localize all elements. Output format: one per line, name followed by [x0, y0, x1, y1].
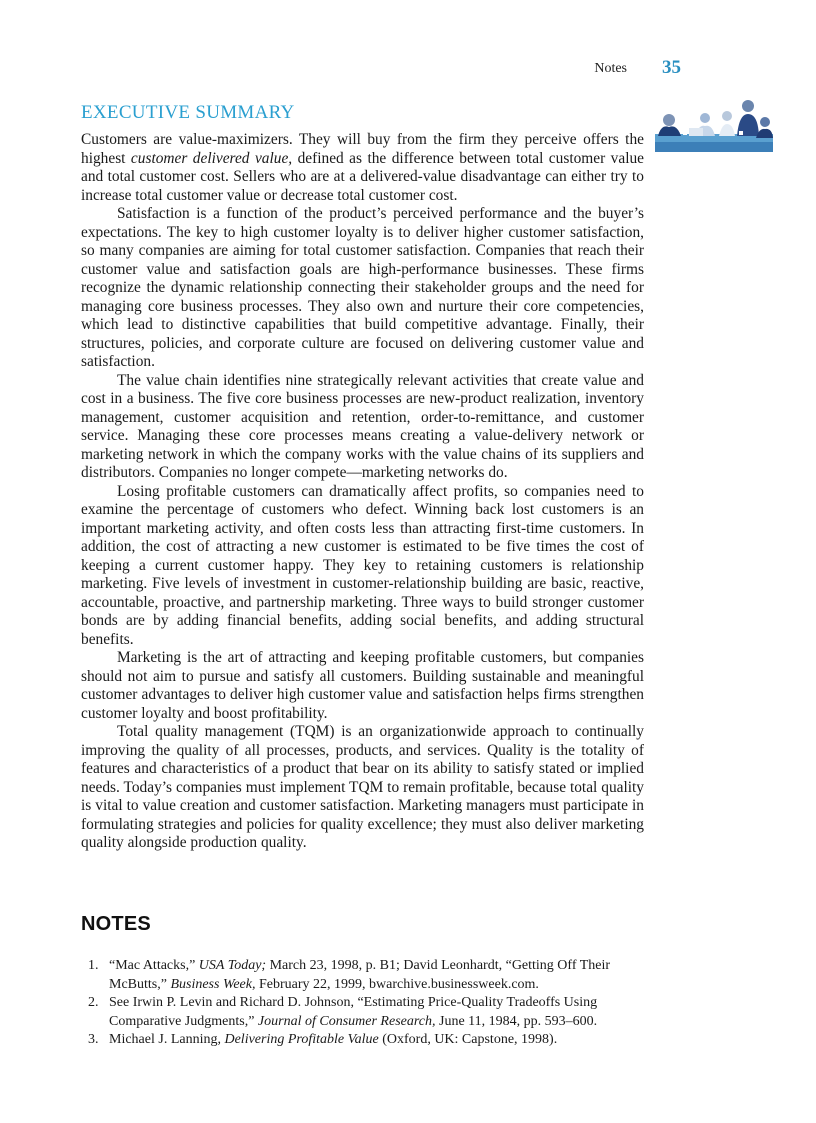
executive-summary-body	[81, 131, 644, 853]
summary-paragraph-3: The value chain identifies nine strategically relevant activities that create value and cost in a business. The five core business processes are new-product realization, inventory management, customer acquisition and retention, order-to-remittance, and customer service. Managing these core processes means creating a value-delivery network or marketing network in which the company works with the value chains of its suppliers and distributors. Companies no longer compete—marketing networks do.	[81, 371, 644, 481]
note-2-text-b: June 11, 1984, pp. 593–600.	[435, 1013, 598, 1029]
summary-paragraph-5: Marketing is the art of attracting and keeping profitable customers, but companies should not aim to pursue and satisfy all customers. Building sustainable and meaningful customer advantages to deliver high customer value and satisfaction helps firms strengthen customer loyalty and boost profitability.	[81, 649, 644, 722]
running-head-section: Notes	[594, 61, 627, 76]
summary-paragraph-6: Total quality management (TQM) is an organizationwide approach to continually improving the quality of all processes, products, and services. Quality is the totality of features and characteristics of a product that bear on its ability to satisfy stated or implied needs. Today’s companies must implement TQM to remain profitable, because total quality is vital to value creation and customer satisfaction. Marketing managers must participate in formulating strategies and policies for quality excellence; they must also deliver marketing quality alongside production quality.	[81, 723, 644, 851]
summary-paragraph-4: Losing profitable customers can dramatically affect profits, so companies need to examine the percentage of customers who defect. Winning back lost customers is an important marketing activity, and often costs less than attracting first-time customers. In addition, the cost of attracting a new customer is estimated to be five times the cost of keeping a current customer happy. They key to retaining customers is relationship marketing. Five levels of investment in customer-relationship building are basic, reactive, accountable, proactive, and partnership marketing. Three ways to build stronger customer bonds are by adding financial benefits, adding social benefits, and adding structural benefits.	[81, 482, 644, 648]
business-meeting-illustration	[655, 100, 773, 152]
note-2-text-a: See Irwin P. Levin and Richard D. Johnson, “Estimating Price-Quality Tradeoffs Using Comparative Judgments,”	[109, 995, 598, 1029]
summary-paragraph-1	[81, 131, 644, 205]
note-1-text-c: February 22, 1999, bwarchive.businessweek.com.	[255, 976, 539, 992]
note-1-text-a: “Mac Attacks,”	[109, 958, 199, 973]
note-text	[109, 1032, 557, 1047]
note-number: 3.	[88, 1032, 99, 1047]
executive-summary-heading: EXECUTIVE SUMMARY	[81, 102, 295, 123]
note-item	[81, 957, 641, 994]
summary-paragraph-2: Satisfaction is a function of the product’s perceived performance and the buyer’s expectations. The key to high customer loyalty is to deliver higher customer satisfaction, so many companies are aiming for total customer satisfaction. Companies that reach their customer value and satisfaction goals are high-performance businesses. These firms recognize the dynamic relationship connecting their stakeholder groups and the need for managing core business processes. They also own and nurture their core competencies, which lead to distinctive capabilities that build competitive advantage. Finally, their structures, policies, and corporate culture are focused on delivering customer value and satisfaction.	[81, 205, 644, 370]
note-1-source-1: USA Today;	[198, 958, 267, 973]
summary-paragraph-1-text-b: defined as the difference between total customer value and total customer cost. Sellers who are at a delivered-value disadvantage can either try to increase total customer value or decrease total customer cost.	[81, 149, 645, 204]
note-2-source: Journal of Consumer Research,	[257, 1013, 436, 1029]
note-1-text-b: March 23, 1998, p. B1; David Leonhardt, “Getting Off Their McButts,”	[109, 958, 611, 992]
note-text	[109, 958, 610, 992]
page-number: 35	[662, 57, 681, 78]
note-number: 2.	[88, 995, 99, 1010]
note-1-source-2: Business Week,	[170, 976, 256, 992]
note-number: 1.	[88, 958, 99, 973]
notes-list	[81, 957, 641, 1050]
note-item	[81, 994, 641, 1031]
note-3-source: Delivering Profitable Value	[224, 1032, 379, 1047]
note-3-text-a: Michael J. Lanning,	[109, 1032, 225, 1047]
note-item	[81, 1031, 641, 1050]
note-3-text-b: (Oxford, UK: Capstone, 1998).	[378, 1032, 558, 1047]
summary-paragraph-1-text-a: Customers are value-maximizers. They will buy from the firm they perceive offers the highest	[81, 131, 644, 167]
customer-delivered-value-term: customer delivered value,	[130, 149, 293, 167]
notes-heading: NOTES	[81, 913, 151, 935]
note-text	[109, 995, 597, 1029]
running-head	[560, 58, 685, 80]
